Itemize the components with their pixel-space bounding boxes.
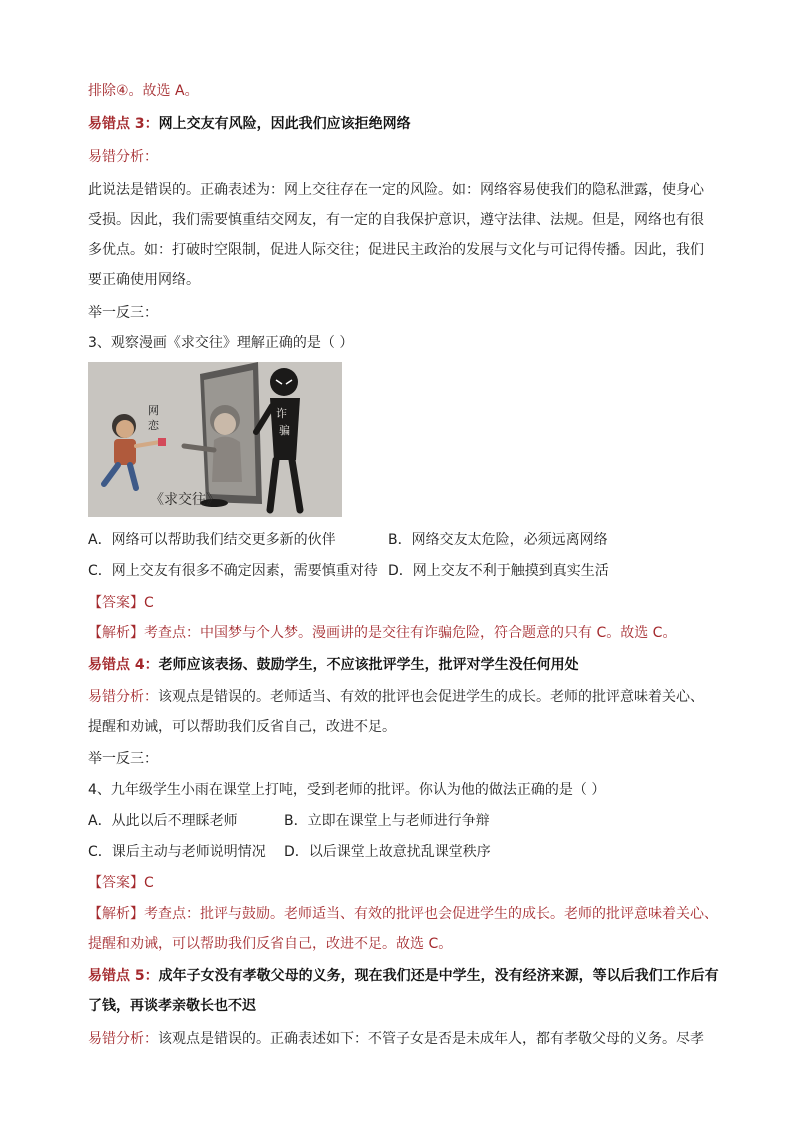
q3-option-c: C．网上交友有很多不确定因素，需要慎重对待 [88,563,378,579]
label-right-char-1: 诈 [276,407,287,420]
cartoon-illustration [88,362,342,517]
text-line: 排除④。故选 A。 [88,83,199,99]
q4-option-a: A．从此以后不理睬老师 [88,813,238,829]
q3-analysis: 【解析】考查点：中国梦与个人梦。漫画讲的是交往有诈骗危险，符合题意的只有 C。故选 C。 [88,625,677,641]
cartoon-caption: 《求交往》 [150,492,220,508]
q3-option-d: D．网上交友不利于触摸到真实生活 [388,563,609,579]
error-point-5-heading: 易错点 5：成年子女没有孝敬父母的义务，现在我们还是中学生，没有经济来源，等以后我们工作后有 [88,968,719,984]
q3-option-a: A．网络可以帮助我们结交更多新的伙伴 [88,532,336,548]
practice-label: 举一反三： [88,305,158,321]
label-left-char-2: 恋 [148,419,159,432]
q4-answer: 【答案】C [88,875,154,891]
text-line: 要正确使用网络。 [88,272,200,288]
q4-option-b: B．立即在课堂上与老师进行争辩 [284,813,490,829]
q4-option-d: D．以后课堂上故意扰乱课堂秩序 [284,844,491,860]
question-3: 3、观察漫画《求交往》理解正确的是（ ） [88,335,354,351]
error-analysis-5: 易错分析：该观点是错误的。正确表述如下：不管子女是否是未成年人，都有孝敬父母的义务。尽孝 [88,1031,704,1047]
error-point-3-heading: 易错点 3：网上交友有风险，因此我们应该拒绝网络 [88,116,411,132]
question-4: 4、九年级学生小雨在课堂上打吨，受到老师的批评。你认为他的做法正确的是（ ） [88,782,606,798]
text-line: 此说法是错误的。正确表述为：网上交往存在一定的风险。如：网络容易使我们的隐私泄露，使身心 [88,182,704,198]
label-right-char-2: 骗 [279,424,290,437]
practice-label: 举一反三： [88,751,158,767]
q3-answer: 【答案】C [88,595,154,611]
q4-analysis: 【解析】考查点：批评与鼓励。老师适当、有效的批评也会促进学生的成长。老师的批评意味着关心、 [88,906,718,922]
cartoon-image [88,362,342,517]
text-line: 多优点。如：打破时空限制，促进人际交往；促进民主政治的发展与文化与可记得传播。因此，我们 [88,242,704,258]
q3-option-b: B．网络交友太危险，必须远离网络 [388,532,608,548]
q4-option-c: C．课后主动与老师说明情况 [88,844,266,860]
text-line: 提醒和劝诫，可以帮助我们反省自己，改进不足。故选 C。 [88,936,453,952]
text-line: 提醒和劝诫，可以帮助我们反省自己，改进不足。 [88,719,396,735]
label-left-char-1: 网 [148,404,159,417]
error-analysis-label: 易错分析： [88,149,158,165]
text-line: 受损。因此，我们需要慎重结交网友，有一定的自我保护意识，遵守法律、法规。但是，网络也有很 [88,212,704,228]
text-line: 了钱，再谈孝亲敬长也不迟 [88,998,256,1014]
error-point-4-heading: 易错点 4：老师应该表扬、鼓励学生，不应该批评学生，批评对学生没任何用处 [88,657,579,673]
error-analysis-4: 易错分析：该观点是错误的。老师适当、有效的批评也会促进学生的成长。老师的批评意味着关心、 [88,689,704,705]
